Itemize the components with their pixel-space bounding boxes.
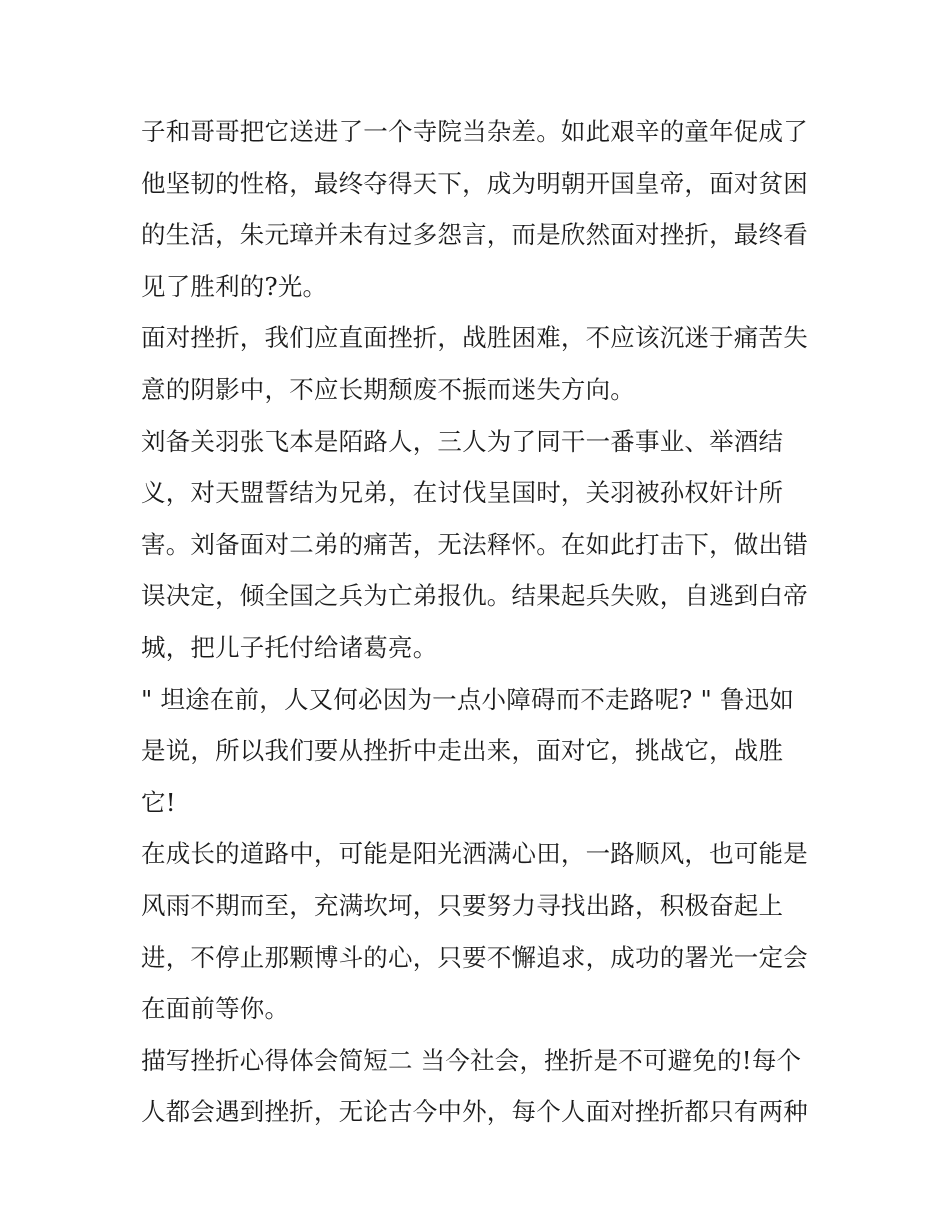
- text-line: 城，把儿子托付给诸葛亮。: [141, 632, 438, 662]
- text-line: 在成长的道路中，可能是阳光洒满心田，一路顺风，也可能是: [141, 839, 808, 869]
- text-line: 面对挫折，我们应直面挫折，战胜困难，不应该沉迷于痛苦失: [141, 323, 808, 353]
- text-line: 刘备关羽张飞本是陌路人，三人为了同干一番事业、举酒结: [141, 426, 784, 456]
- text-line: 他坚韧的性格，最终夺得天下，成为明朝开国皇帝，面对贫困: [141, 168, 808, 198]
- text-line: 人都会遇到挫折，无论古今中外，每个人面对挫折都只有两种: [141, 1097, 808, 1127]
- text-line: 进，不停止那颗博斗的心，只要不懈追求，成功的署光一定会: [141, 942, 808, 972]
- text-line: 在面前等你。: [141, 994, 290, 1024]
- text-line: " 坦途在前，人又何必因为一点小障碍而不走路呢? " 鲁迅如: [141, 684, 795, 714]
- text-line: 误决定，倾全国之兵为亡弟报仇。结果起兵失败，自逃到白帝: [141, 581, 808, 611]
- text-line: 它!: [141, 787, 176, 817]
- text-line: 的生活，朱元璋并未有过多怨言，而是欣然面对挫折，最终看: [141, 220, 808, 250]
- text-line: 描写挫折心得体会简短二 当今社会，挫折是不可避免的!每个: [141, 1045, 802, 1075]
- text-line: 风雨不期而至，充满坎坷，只要努力寻找出路，积极奋起上: [141, 890, 784, 920]
- text-line: 害。刘备面对二弟的痛苦，无法释怀。在如此打击下，做出错: [141, 529, 808, 559]
- text-line: 子和哥哥把它送进了一个寺院当杂差。如此艰辛的童年促成了: [141, 117, 808, 146]
- text-line: 是说，所以我们要从挫折中走出来，面对它，挑战它，战胜: [141, 736, 784, 766]
- document-body: [141, 106, 821, 1138]
- text-line: 义，对天盟誓结为兄弟，在讨伐呈国时，关羽被孙权奸计所: [141, 478, 784, 508]
- text-line: 意的阴影中，不应长期颓废不振而迷失方向。: [141, 374, 635, 404]
- text-line: 见了胜利的?光。: [141, 271, 328, 301]
